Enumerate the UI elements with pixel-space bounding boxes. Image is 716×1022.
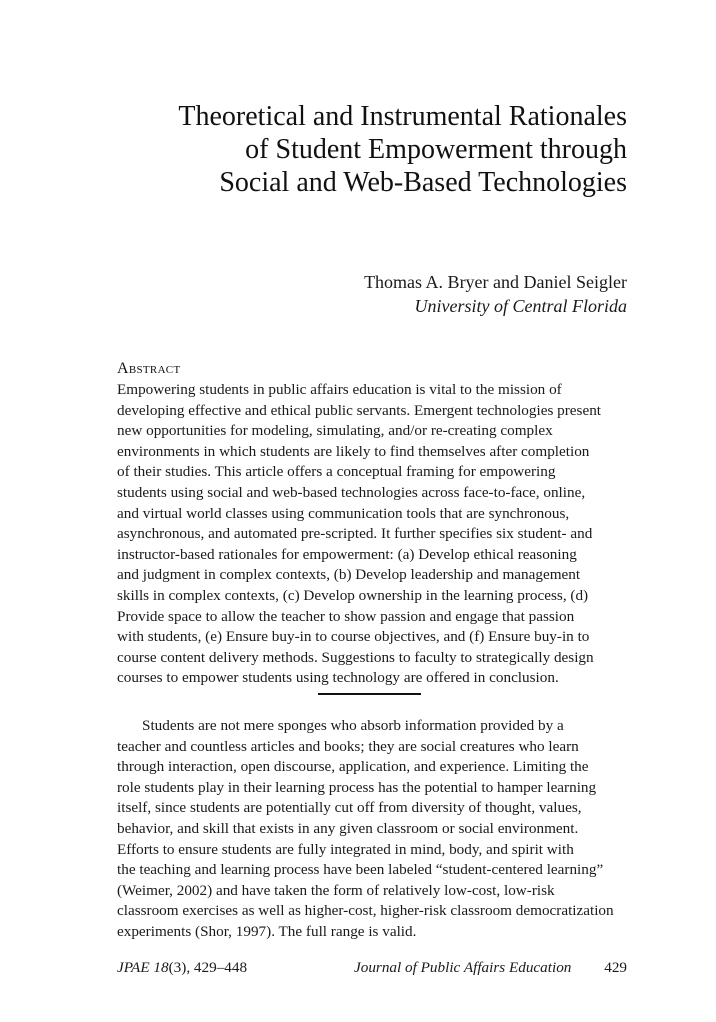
abstract-heading: Abstract [117, 360, 181, 377]
body-line: classroom exercises as well as higher-cost, higher-risk classroom democratization [117, 902, 614, 920]
abstract-line: and virtual world classes using communication tools that are synchronous, [117, 504, 570, 522]
abstract-line: courses to empower students using technology are offered in conclusion. [117, 669, 559, 687]
title-line-3: Social and Web-Based Technologies [219, 167, 627, 198]
author-affiliation: University of Central Florida [414, 296, 627, 316]
author-block [364, 270, 627, 318]
body-paragraph [117, 716, 637, 943]
body-line: Efforts to ensure students are fully integrated in mind, body, and spirit with [117, 840, 574, 858]
abstract-line: of their studies. This article offers a conceptual framing for empowering [117, 463, 556, 481]
abstract-line: with students, (e) Ensure buy-in to course objectives, and (f) Ensure buy-in to [117, 628, 590, 646]
body-line: behavior, and skill that exists in any given classroom or social environment. [117, 819, 579, 837]
abstract-line: new opportunities for modeling, simulating, and/or re-creating complex [117, 422, 553, 440]
body-line: through interaction, open discourse, application, and experience. Limiting the [117, 758, 589, 776]
title-line-2: of Student Empowerment through [245, 134, 627, 165]
body-line: experiments (Shor, 1997). The full range is valid. [117, 922, 417, 940]
abstract-line: students using social and web-based technologies across face-to-face, online, [117, 483, 586, 501]
abstract-line: and judgment in complex contexts, (b) Develop leadership and management [117, 566, 581, 584]
journal-name: Journal of Public Affairs Education [354, 959, 572, 976]
body-line: Students are not mere sponges who absorb information provided by a [142, 717, 564, 734]
body-line: the teaching and learning process have been labeled “student-centered learning” [117, 861, 604, 879]
journal-abbrev: JPAE [117, 959, 150, 976]
author-names: Thomas A. Bryer and Daniel Seigler [364, 272, 627, 292]
abstract-line: skills in complex contexts, (c) Develop ownership in the learning process, (d) [117, 586, 589, 604]
body-line: (Weimer, 2002) and have taken the form of relatively low-cost, low-risk [117, 881, 555, 899]
journal-issue-pages: (3), 429–448 [168, 959, 248, 976]
abstract-text [117, 380, 637, 689]
abstract-line: Empowering students in public affairs education is vital to the mission of [117, 381, 562, 398]
abstract-line: developing effective and ethical public servants. Emergent technologies present [117, 401, 602, 419]
abstract-line: Provide space to allow the teacher to show passion and engage that passion [117, 607, 575, 625]
abstract-line: course content delivery methods. Suggestions to faculty to strategically design [117, 648, 594, 666]
body-line: itself, since students are potentially cut off from diversity of thought, values, [117, 799, 582, 817]
title-line-1: Theoretical and Instrumental Rationales [178, 101, 627, 132]
body-line: teacher and countless articles and books; they are social creatures who learn [117, 737, 579, 755]
section-divider [318, 693, 421, 695]
page-number: 429 [604, 959, 627, 976]
journal-citation [117, 958, 247, 978]
article-title [178, 100, 627, 199]
journal-volume: 18 [153, 959, 169, 976]
abstract-line: environments in which students are likely to find themselves after completion [117, 442, 590, 460]
abstract-line: asynchronous, and automated pre-scripted. It further specifies six student- and [117, 525, 593, 543]
abstract-line: instructor-based rationales for empowerment: (a) Develop ethical reasoning [117, 545, 577, 563]
body-line: role students play in their learning process has the potential to hamper learning [117, 778, 597, 796]
